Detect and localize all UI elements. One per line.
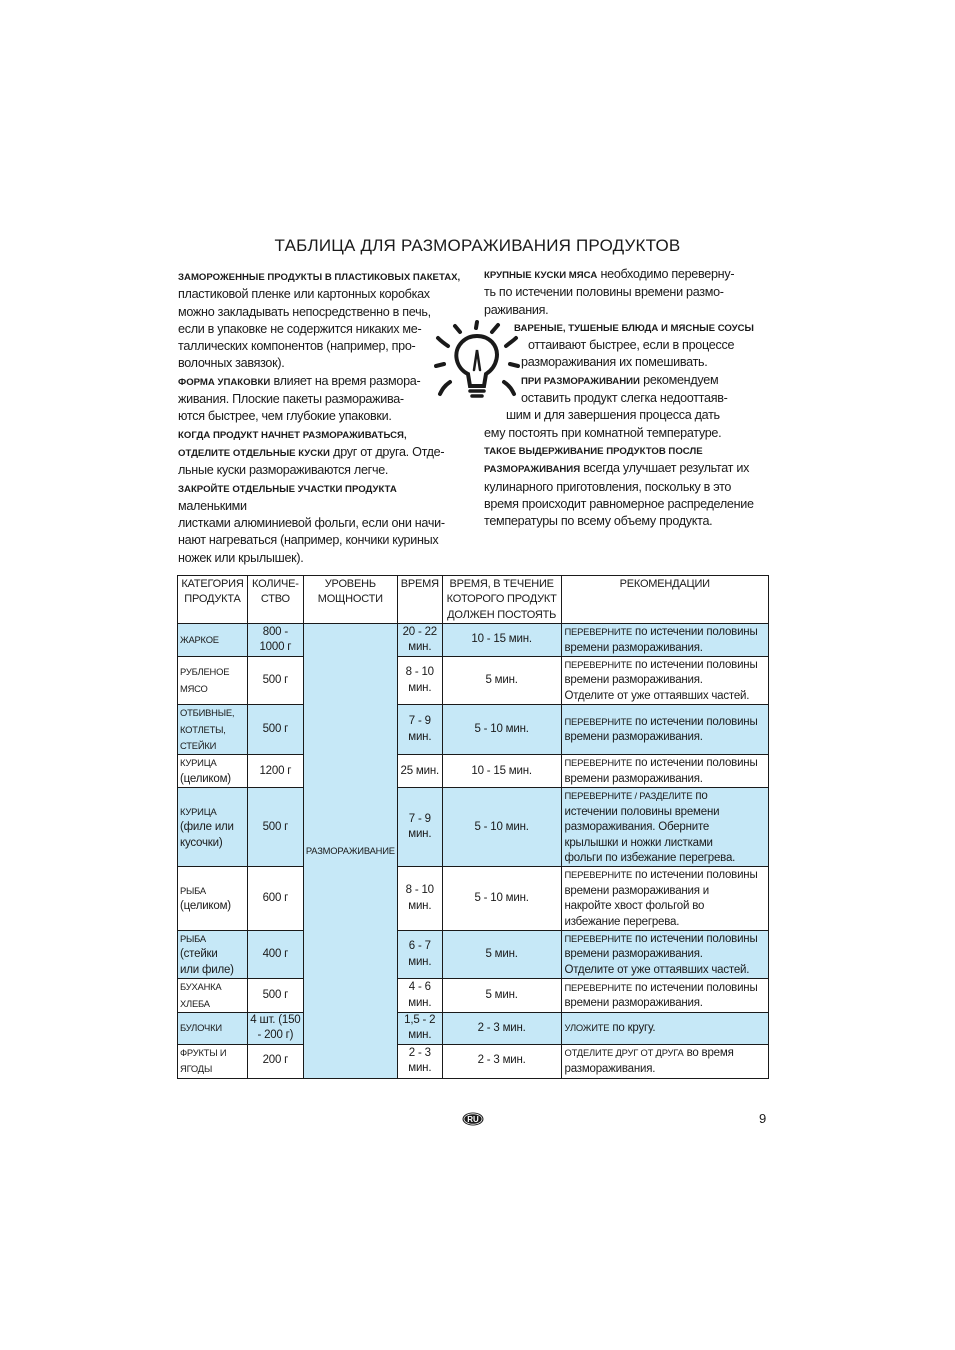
row-time: 4 - 6 мин. <box>397 979 442 1013</box>
page-title: ТАБЛИЦА ДЛЯ РАЗМОРАЖИВАНИЯ ПРОДУКТОВ <box>274 236 681 255</box>
defrosting-advice-lead: ПРИ РАЗМОРАЖИВАНИИ <box>521 375 640 387</box>
row-time: 25 мин. <box>397 755 442 788</box>
table-row <box>178 1012 769 1044</box>
left-text-column <box>178 268 463 567</box>
row-category: ОТБИВНЫЕ, КОТЛЕТЫ, СТЕЙКИ <box>178 705 248 755</box>
row-time: 8 - 10 мин. <box>397 657 442 705</box>
row-category: ФРУКТЫ И ЯГОДЫ <box>178 1044 248 1078</box>
row-recommendation: ПЕРЕВЕРНИТЕ по истечении половины времени размораживания. Отделите от уже оттаявших частей. <box>561 930 769 978</box>
row-quantity: 4 шт. (150 - 200 г) <box>247 1012 303 1044</box>
standing-time-paragraph: ТАКОЕ ВЫДЕРЖИВАНИЕ ПРОДУКТОВ ПОСЛЕ РАЗМОРАЖИВАНИЯ всегда улучшает результат их кулинарного приготовления, поскольку в это время происходит равномерное распределение температуры по всему объему продукта. <box>484 445 754 529</box>
separate-pieces-lead-1: КОГДА ПРОДУКТ НАЧНЕТ РАЗМОРАЖИВАТЬСЯ, <box>178 429 407 441</box>
row-category: КУРИЦА (целиком) <box>178 755 248 788</box>
row-category: КУРИЦА (филе или кусочки) <box>178 788 248 867</box>
row-quantity: 500 г <box>247 788 303 867</box>
row-time: 7 - 9 мин. <box>397 788 442 867</box>
foil-cover-paragraph: ЗАКРОЙТЕ ОТДЕЛЬНЫЕ УЧАСТКИ ПРОДУКТА маленькими листками алюминиевой фольги, если они начи- нают нагреваться (например, кончики куриных ножек или крылышек). <box>178 483 445 565</box>
row-standing-time: 5 мин. <box>442 930 561 978</box>
row-category: ЖАРКОЕ <box>178 624 248 657</box>
large-meat-paragraph: КРУПНЫЕ КУСКИ МЯСА необходимо переверну- ть по истечении половины времени размо- раживания. <box>484 267 735 317</box>
table-row <box>178 657 769 705</box>
row-quantity: 800 - 1000 г <box>247 624 303 657</box>
row-category: РЫБА (целиком) <box>178 867 248 931</box>
row-recommendation: ОТДЕЛИТЕ ДРУГ ОТ ДРУГА во время размораживания. <box>561 1044 769 1078</box>
defrosting-advice-paragraph: ПРИ РАЗМОРАЖИВАНИИ рекомендуем оставить продукт слегка недооттаяв- шим и для завершения процесса дать ему постоять при комнатной температуре. <box>484 372 728 440</box>
separate-pieces-lead-2: ОТДЕЛИТЕ ОТДЕЛЬНЫЕ КУСКИ <box>178 447 330 459</box>
row-category: БУЛОЧКИ <box>178 1012 248 1044</box>
language-badge-icon <box>462 1112 484 1126</box>
row-quantity: 500 г <box>247 979 303 1013</box>
row-category: БУХАНКА ХЛЕБА <box>178 979 248 1013</box>
table-row <box>178 979 769 1013</box>
row-standing-time: 5 - 10 мин. <box>442 788 561 867</box>
row-category: РЫБА (стейки или филе) <box>178 930 248 978</box>
row-recommendation: УЛОЖИТЕ по кругу. <box>561 1012 769 1044</box>
row-recommendation: ПЕРЕВЕРНИТЕ по истечении половины времени размораживания. Отделите от уже оттаявших частей. <box>561 657 769 705</box>
row-quantity: 600 г <box>247 867 303 931</box>
row-quantity: 200 г <box>247 1044 303 1078</box>
header-quantity: КОЛИЧЕ- СТВО <box>247 576 303 624</box>
power-level-cell: РАЗМОРАЖИВАНИЕ <box>303 624 397 1078</box>
header-time: ВРЕМЯ <box>397 576 442 624</box>
table-row <box>178 624 769 657</box>
header-recommendations: РЕКОМЕНДАЦИИ <box>561 576 769 624</box>
row-time: 6 - 7 мин. <box>397 930 442 978</box>
row-category: РУБЛЕНОЕ МЯСО <box>178 657 248 705</box>
row-recommendation: ПЕРЕВЕРНИТЕ по истечении половины времени размораживания. <box>561 755 769 788</box>
row-standing-time: 2 - 3 мин. <box>442 1044 561 1078</box>
row-recommendation: ПЕРЕВЕРНИТЕ / РАЗДЕЛИТЕ по истечении половины времени размораживания. Оберните крылышки и ножки листками фольги по избежание перегрева. <box>561 788 769 867</box>
package-shape-lead: ФОРМА УПАКОВКИ <box>178 376 271 388</box>
table-row <box>178 1044 769 1078</box>
header-power-level: УРОВЕНЬ МОЩНОСТИ <box>303 576 397 624</box>
row-recommendation: ПЕРЕВЕРНИТЕ по истечении половины времени размораживания и накройте хвост фольгой во избежание перегрева. <box>561 867 769 931</box>
package-shape-paragraph: ФОРМА УПАКОВКИ влияет на время размора- живания. Плоские пакеты разморажива- ются быстрее, чем глубокие упаковки. <box>178 373 421 424</box>
row-standing-time: 5 мин. <box>442 979 561 1013</box>
row-recommendation: ПЕРЕВЕРНИТЕ по истечении половины времени размораживания. <box>561 705 769 755</box>
header-standing-time: ВРЕМЯ, В ТЕЧЕНИЕ КОТОРОГО ПРОДУКТ ДОЛЖЕН ПОСТОЯТЬ <box>442 576 561 624</box>
table-row <box>178 788 769 867</box>
table-row <box>178 755 769 788</box>
large-meat-lead: КРУПНЫЕ КУСКИ МЯСА <box>484 270 598 281</box>
row-quantity: 1200 г <box>247 755 303 788</box>
table-row <box>178 867 769 931</box>
row-standing-time: 10 - 15 мин. <box>442 755 561 788</box>
row-quantity: 500 г <box>247 657 303 705</box>
row-time: 20 - 22 мин. <box>397 624 442 657</box>
table-row <box>178 930 769 978</box>
row-time: 7 - 9 мин. <box>397 705 442 755</box>
row-time: 1,5 - 2 мин. <box>397 1012 442 1044</box>
row-standing-time: 5 мин. <box>442 657 561 705</box>
row-recommendation: ПЕРЕВЕРНИТЕ по истечении половины времени размораживания. <box>561 624 769 657</box>
row-standing-time: 5 - 10 мин. <box>442 705 561 755</box>
right-text-column <box>484 266 774 530</box>
standing-time-lead-2: РАЗМОРАЖИВАНИЯ <box>484 464 581 476</box>
row-standing-time: 10 - 15 мин. <box>442 624 561 657</box>
table-header-row <box>178 576 769 624</box>
foil-cover-lead: ЗАКРОЙТЕ ОТДЕЛЬНЫЕ УЧАСТКИ ПРОДУКТА <box>178 483 397 495</box>
page-number: 9 <box>759 1111 767 1126</box>
row-recommendation: ПЕРЕВЕРНИТЕ по истечении половины времени размораживания. <box>561 979 769 1013</box>
row-standing-time: 5 - 10 мин. <box>442 867 561 931</box>
row-quantity: 500 г <box>247 705 303 755</box>
frozen-packages-lead: ЗАМОРОЖЕННЫЕ ПРОДУКТЫ В ПЛАСТИКОВЫХ ПАКЕТАХ, <box>178 272 461 283</box>
row-standing-time: 2 - 3 мин. <box>442 1012 561 1044</box>
language-badge-text: RU <box>467 1115 479 1124</box>
separate-pieces-paragraph: КОГДА ПРОДУКТ НАЧНЕТ РАЗМОРАЖИВАТЬСЯ, ОТДЕЛИТЕ ОТДЕЛЬНЫЕ КУСКИ друг от друга. Отде- льные куски размораживаются легче. <box>178 429 445 478</box>
frozen-packages-paragraph: ЗАМОРОЖЕННЫЕ ПРОДУКТЫ В ПЛАСТИКОВЫХ ПАКЕТАХ, пластиковой пленке или картонных коробках можно закладывать непосредственно в печь, если в упаковке не содержится никаких ме- таллических компонентов (например, про- волочных завязок). <box>178 272 461 371</box>
standing-time-lead-1: ТАКОЕ ВЫДЕРЖИВАНИЕ ПРОДУКТОВ ПОСЛЕ <box>484 445 703 457</box>
header-category: КАТЕГОРИЯ ПРОДУКТА <box>178 576 248 624</box>
table-row <box>178 705 769 755</box>
defrost-table <box>177 575 769 1079</box>
row-quantity: 400 г <box>247 930 303 978</box>
row-time: 8 - 10 мин. <box>397 867 442 931</box>
row-time: 2 - 3 мин. <box>397 1044 442 1078</box>
stews-lead: ВАРЕНЫЕ, ТУШЕНЫЕ БЛЮДА И МЯСНЫЕ СОУСЫ <box>514 322 754 334</box>
stews-paragraph: ВАРЕНЫЕ, ТУШЕНЫЕ БЛЮДА И МЯСНЫЕ СОУСЫ оттаивают быстрее, если в процессе размораживания их помешивать. <box>484 319 774 372</box>
